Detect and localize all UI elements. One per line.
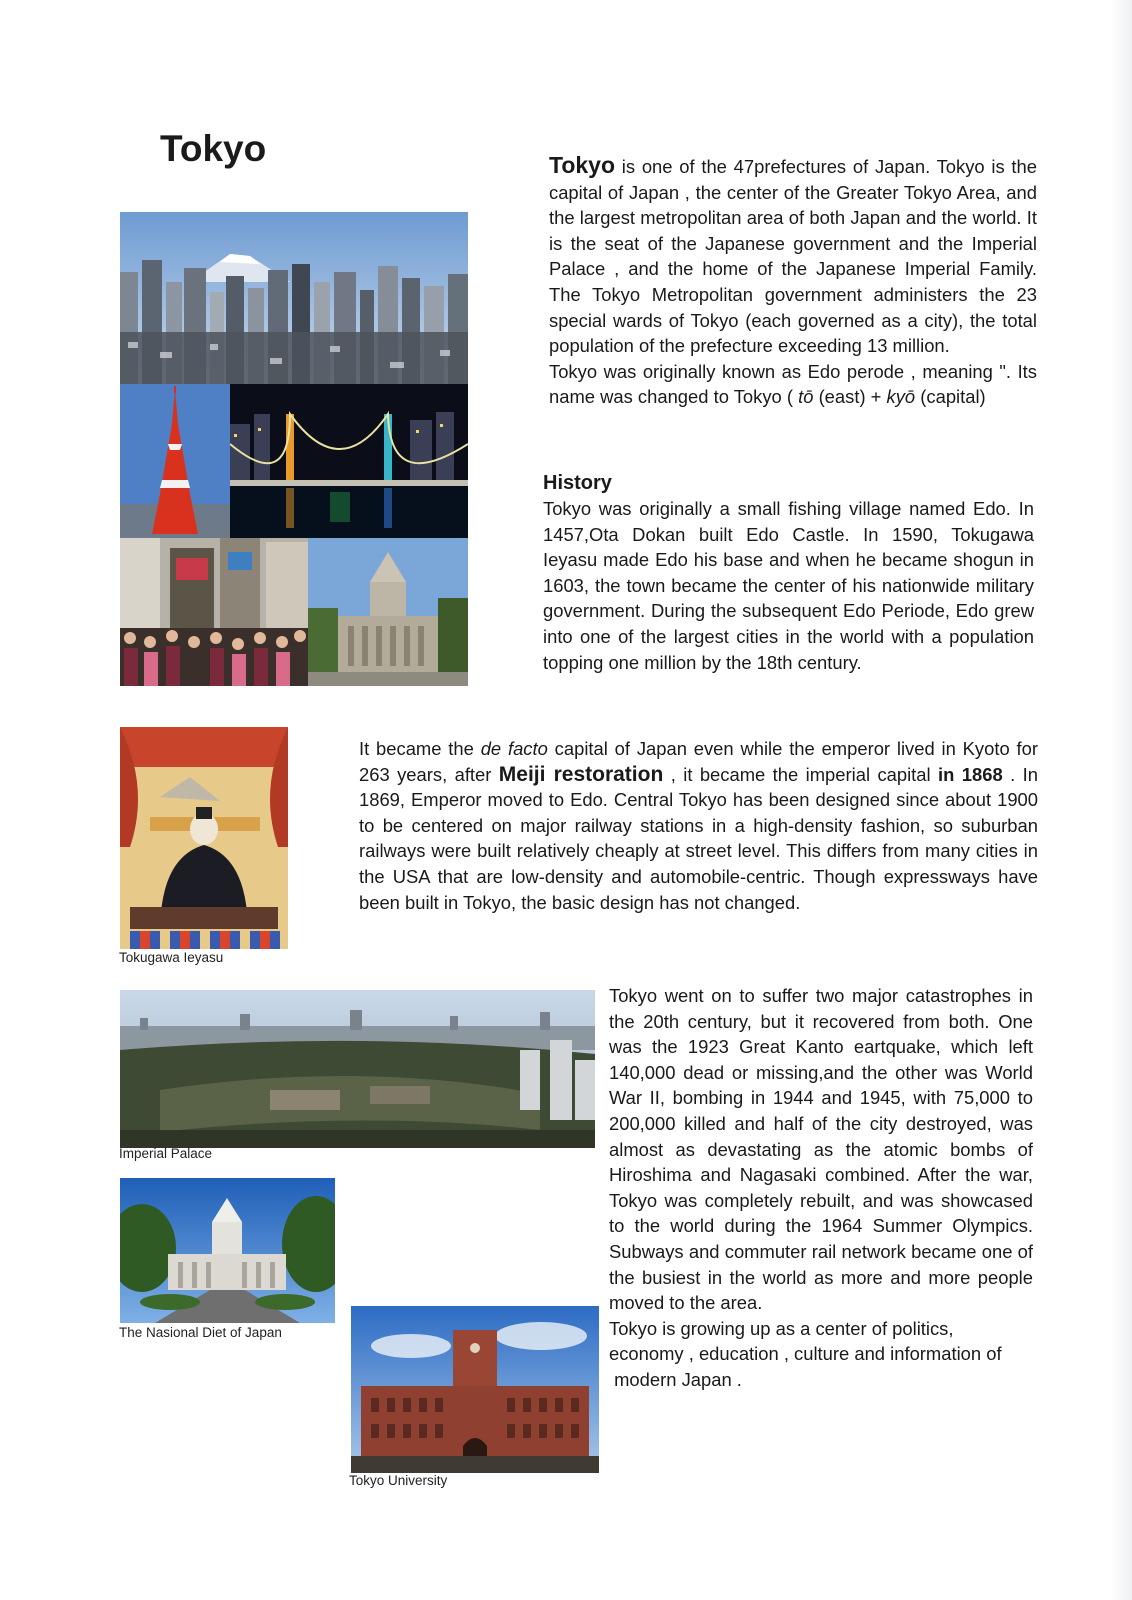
shibuya-crowd-photo [120,538,308,686]
growing-line-1: Tokyo is growing up as a center of politics, [609,1317,954,1339]
growing-line-3: modern Japan . [609,1368,742,1390]
university-caption: Tokyo University [349,1473,448,1488]
palace-caption: Imperial Palace [119,1146,213,1161]
meiji-part-3: , it became the imperial capital [663,763,939,785]
ieyasu-portrait [120,727,288,949]
national-diet-photo [120,1178,335,1323]
ieyasu-caption: Tokugawa Ieyasu [119,950,224,965]
growing-line-2: economy , education , culture and information of [609,1343,1002,1365]
intro-text: is one of the 47prefectures of Japan. Tokyo is the capital of Japan , the center of the Greater Tokyo Area, and the largest metropolitan area of both Japan and the world. It is the seat of the Japanese government and the Imperial Palace , and the home of the Japanese Imperial Family. The Tokyo Metropolitan government administers the 23 special wards of Tokyo (each governed as a city), the total population of the prefecture exceeding 13 million. [549,156,1037,357]
diet-building-photo [308,538,468,686]
tokyo-university-photo [351,1306,599,1473]
diet-caption: The Nasional Diet of Japan [119,1325,282,1340]
intro-lead-word: Tokyo [549,152,616,178]
intro-name-origin [549,359,1037,410]
history-paragraph [543,496,1034,675]
meiji-part-4: . In 1869, Emperor moved to Edo. Central Tokyo has been designed since about 1900 to be centered on major railway stations in a high-density fashion, so suburban railways were built relatively cheaply at street level. This differs from many cities in the USA that are low-density and automobile-centric. Though expressways have been built in Tokyo, the basic design has not changed. [359,763,1038,913]
to-word: tō [798,386,814,408]
page-edge [1110,0,1132,1600]
history-text: Tokyo was originally a small fishing village named Edo. In 1457,Ota Dokan built Edo Castle. In 1590, Tokugawa Ieyasu made Edo his base and when he became shogun in 1603, the town became the center of his nationwide military government. During the subsequent Edo Periode, Edo grew into one of the largest cities in the world with a population topping one million by the 18th century. [543,498,1034,673]
modern-paragraph [609,983,1033,1393]
page-title: Tokyo [160,128,267,169]
meiji-part-2: capital of Japan even while the emperor lived in Kyoto for 263 years, after [359,738,1038,785]
name-origin-part-2: (east) + [813,386,887,408]
tokyo-tower-photo [120,384,230,538]
meiji-part-1: It became the [359,738,481,759]
imperial-palace-photo [120,990,595,1148]
meiji-restoration-text: Meiji restoration [498,762,664,786]
rainbow-bridge-photo [230,384,468,538]
modern-text: Tokyo went on to suffer two major catastrophes in the 20th century, but it recovered from both. One was the 1923 Great Kanto eartquake, which left 140,000 dead or missing,and the other was World War II, bombing in 1944 and 1945, with 75,000 to 200,000 killed and half of the city destroyed, was almost as devastating as the atomic bombs of Hiroshima and Nagasaki combined. After the war, Tokyo was completely rebuilt, and was showcased to the world during the 1964 Summer Olympics. Subways and commuter rail network became one of the busiest in the world as more and more people moved to the area. [609,985,1033,1314]
meiji-paragraph [359,736,1038,915]
year-1868-text: in 1868 [938,763,1003,785]
kyo-word: kyō [886,386,916,408]
de-facto-text: de facto [480,738,548,759]
intro-paragraph [549,153,1037,410]
name-origin-part-1: Tokyo was originally known as Edo perode , meaning ". Its name was changed to Tokyo ( [549,360,1037,408]
skyline-photo [120,212,468,384]
name-origin-part-3: (capital) [915,386,986,408]
growing-text [609,1316,1033,1393]
history-heading: History [543,472,612,494]
